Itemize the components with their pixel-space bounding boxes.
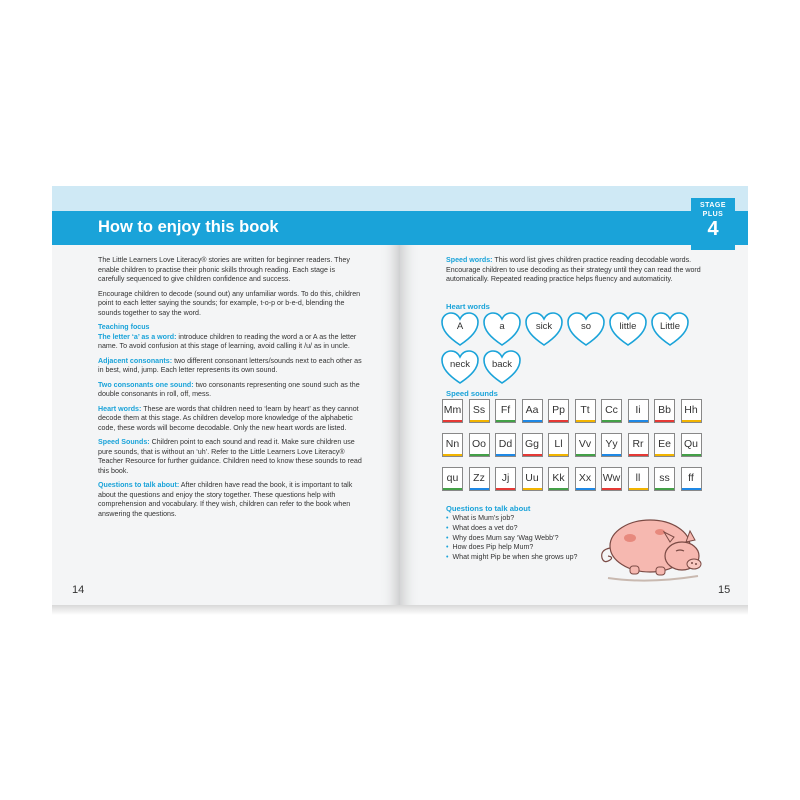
page-title: How to enjoy this book <box>98 218 279 236</box>
speed-sound-label: Nn <box>445 438 460 450</box>
heart-word <box>566 311 606 347</box>
speed-sound-label: Qu <box>683 438 698 450</box>
stage-number: 4 <box>707 218 719 240</box>
heart-word-label: a <box>499 321 505 332</box>
stage-badge <box>691 198 735 250</box>
left-page <box>52 186 400 610</box>
speed-sound-card <box>601 399 622 423</box>
speed-sound-label: Ff <box>500 404 511 416</box>
speed-sound-label: Rr <box>632 438 644 450</box>
speed-sound-label: Mm <box>443 404 462 416</box>
speed-sound-label: Yy <box>605 438 618 450</box>
speed-sound-underline <box>629 454 648 457</box>
speed-sound-underline <box>470 454 489 457</box>
pig-illustration <box>590 504 710 584</box>
intro-paragraph-2: Encourage children to decode (sound out) any unfamiliar words. To do this, children point to each letter saying the sounds; for example, t-o-p or b-e-d, blending the sounds together to say the word. <box>98 289 361 317</box>
heart-word <box>608 311 648 347</box>
question-item: • What might Pip be when she grows up? <box>446 553 577 563</box>
speed-sound-card <box>575 433 596 457</box>
speed-sound-card <box>628 467 649 491</box>
heart-word-label: so <box>580 321 592 332</box>
speed-sound-underline <box>496 420 515 423</box>
speed-sound-underline <box>576 454 595 457</box>
speed-sound-card <box>654 433 675 457</box>
speed-sound-label: ss <box>659 472 670 484</box>
speed-sound-card <box>495 467 516 491</box>
speed-sound-card <box>681 433 702 457</box>
intro-text <box>98 256 362 524</box>
focus-two-consonants: Two consonants one sound: two consonants representing one sound such as the double consonants in roll, off, mess. <box>98 380 360 398</box>
speed-sound-label: qu <box>446 472 459 484</box>
speed-sound-underline <box>443 488 462 491</box>
speed-sound-underline <box>629 488 648 491</box>
speed-sound-card <box>522 399 543 423</box>
heart-word-label: little <box>619 321 637 332</box>
speed-sound-underline <box>470 488 489 491</box>
heart-word-label: sick <box>535 321 553 332</box>
heart-words-heading: Heart words <box>446 302 490 311</box>
speed-sound-underline <box>682 488 701 491</box>
speed-sounds-info: Speed Sounds: Children point to each sound and read it. Make sure children use pure sounds, that is without an ‘uh’. Refer to the Little Learners Love Literacy® Teacher Resource for further guidance. Children need to know these sounds to read this book. <box>98 438 362 475</box>
speed-sound-label: Uu <box>525 472 539 484</box>
question-item: • What does a vet do? <box>446 524 577 534</box>
speed-sound-underline <box>549 420 568 423</box>
speed-sound-label: Dd <box>498 438 513 450</box>
speed-sound-underline <box>549 454 568 457</box>
speed-sound-card <box>654 467 675 491</box>
speed-sound-card <box>601 433 622 457</box>
speed-sound-underline <box>496 454 515 457</box>
speed-sound-label: ll <box>635 472 641 484</box>
speed-sound-underline <box>523 454 542 457</box>
speed-sound-underline <box>523 420 542 423</box>
book-shadow <box>52 605 748 615</box>
heart-word-label: neck <box>449 359 471 370</box>
speed-sound-card <box>522 433 543 457</box>
speed-sound-card <box>628 433 649 457</box>
heart-word <box>650 311 690 347</box>
speed-sound-card <box>469 433 490 457</box>
page-number: 15 <box>718 584 731 596</box>
speed-sound-card <box>601 467 622 491</box>
open-book <box>52 186 748 610</box>
speed-sound-label: ff <box>688 472 694 484</box>
stage-label: STAGE <box>699 202 727 209</box>
speed-sound-card <box>522 467 543 491</box>
speed-sound-underline <box>576 488 595 491</box>
speed-sound-label: Ww <box>602 472 621 484</box>
speed-sound-underline <box>655 488 674 491</box>
speed-sound-card <box>681 467 702 491</box>
speed-sound-label: Oo <box>471 438 486 450</box>
speed-sound-label: Aa <box>525 404 539 416</box>
heart-word <box>524 311 564 347</box>
speed-sound-underline <box>523 488 542 491</box>
questions-info: Questions to talk about: After children have read the book, it is important to talk about the questions and enjoy the story together. These questions help with comprehension and vocabulary. If they wish, children can refer to the book when answering the questions. <box>98 481 353 518</box>
top-band <box>52 186 400 211</box>
question-item: • Why does Mum say ‘Wag Webb’? <box>446 534 577 544</box>
speed-sound-label: Ii <box>635 404 641 416</box>
speed-sounds-heading: Speed sounds <box>446 389 498 398</box>
speed-sound-label: Pp <box>552 404 565 416</box>
speed-sound-label: Cc <box>605 404 618 416</box>
speed-sound-card <box>442 399 463 423</box>
speed-sound-card <box>495 399 516 423</box>
speed-sound-underline <box>682 454 701 457</box>
speed-sound-underline <box>470 420 489 423</box>
speed-sound-label: Tt <box>580 404 590 416</box>
page-number: 14 <box>72 584 85 596</box>
speed-sound-label: Ss <box>472 404 486 416</box>
focus-letter-a: The letter ‘a’ as a word: introduce children to reading the word a or A as the letter name. To avoid confusion at this stage of learning, avoid calling it /u/ as in uncle. <box>98 332 357 350</box>
heart-word-label: Little <box>659 321 681 332</box>
speed-sound-underline <box>576 420 595 423</box>
question-item: • What is Mum’s job? <box>446 514 577 524</box>
heart-words-info: Heart words: These are words that children need to ‘learn by heart’ as they cannot decode them at this stage. As children develop more knowledge of the alphabetic code, these words will become decodable. Only the new heart words are listed. <box>98 404 359 432</box>
speed-sound-card <box>654 399 675 423</box>
speed-sound-label: Ll <box>554 438 563 450</box>
speed-sound-label: Hh <box>684 404 698 416</box>
speed-sound-label: Vv <box>578 438 592 450</box>
speed-sound-card <box>469 467 490 491</box>
speed-words-text: Speed words: This word list gives children practice reading decodable words. Encourage children to use decoding as their strategy until they can read the word automatically. Repeated reading practice helps fluency and automaticity. <box>446 256 701 283</box>
stage-plus: PLUS <box>702 211 724 218</box>
speed-sound-label: Ee <box>658 438 671 450</box>
heart-word-label: back <box>491 359 513 370</box>
speed-sound-underline <box>655 420 674 423</box>
speed-sound-card <box>548 467 569 491</box>
speed-sound-underline <box>682 420 701 423</box>
speed-sound-underline <box>655 454 674 457</box>
speed-sound-card <box>442 467 463 491</box>
speed-sound-card <box>442 433 463 457</box>
heart-word <box>482 349 522 385</box>
speed-sound-label: Xx <box>578 472 592 484</box>
speed-sound-card <box>575 399 596 423</box>
speed-sound-card <box>548 433 569 457</box>
questions-list <box>446 514 577 563</box>
speed-sound-label: Bb <box>658 404 671 416</box>
heart-word-label: A <box>456 321 464 332</box>
speed-sound-label: Jj <box>501 472 510 484</box>
speed-sound-underline <box>443 454 462 457</box>
speed-sound-underline <box>496 488 515 491</box>
speed-sound-underline <box>629 420 648 423</box>
speed-sound-label: Kk <box>552 472 565 484</box>
heart-word <box>440 349 480 385</box>
speed-sound-card <box>469 399 490 423</box>
speed-sound-underline <box>549 488 568 491</box>
speed-sound-underline <box>443 420 462 423</box>
speed-sound-card <box>681 399 702 423</box>
questions-heading: Questions to talk about <box>446 504 531 513</box>
right-page <box>400 186 748 610</box>
teaching-focus-heading: Teaching focus <box>98 323 150 331</box>
speed-sound-card <box>495 433 516 457</box>
speed-sound-label: Zz <box>473 472 485 484</box>
speed-sound-card <box>548 399 569 423</box>
heart-word <box>482 311 522 347</box>
heart-word <box>440 311 480 347</box>
speed-sound-underline <box>602 420 621 423</box>
focus-adjacent: Adjacent consonants: two different consonant letters/sounds next to each other as in best, wind, jump. Each letter represents its own sound. <box>98 356 362 374</box>
question-item: • How does Pip help Mum? <box>446 543 577 553</box>
speed-sound-underline <box>602 454 621 457</box>
speed-sound-card <box>575 467 596 491</box>
speed-sound-label: Gg <box>524 438 539 450</box>
intro-paragraph-1: The Little Learners Love Literacy® stories are written for beginner readers. They enable children to practise their phonic skills through reading. Each stage is carefully sequenced to give children confidence and success. <box>98 256 350 283</box>
speed-sound-card <box>628 399 649 423</box>
speed-sound-underline <box>602 488 621 491</box>
